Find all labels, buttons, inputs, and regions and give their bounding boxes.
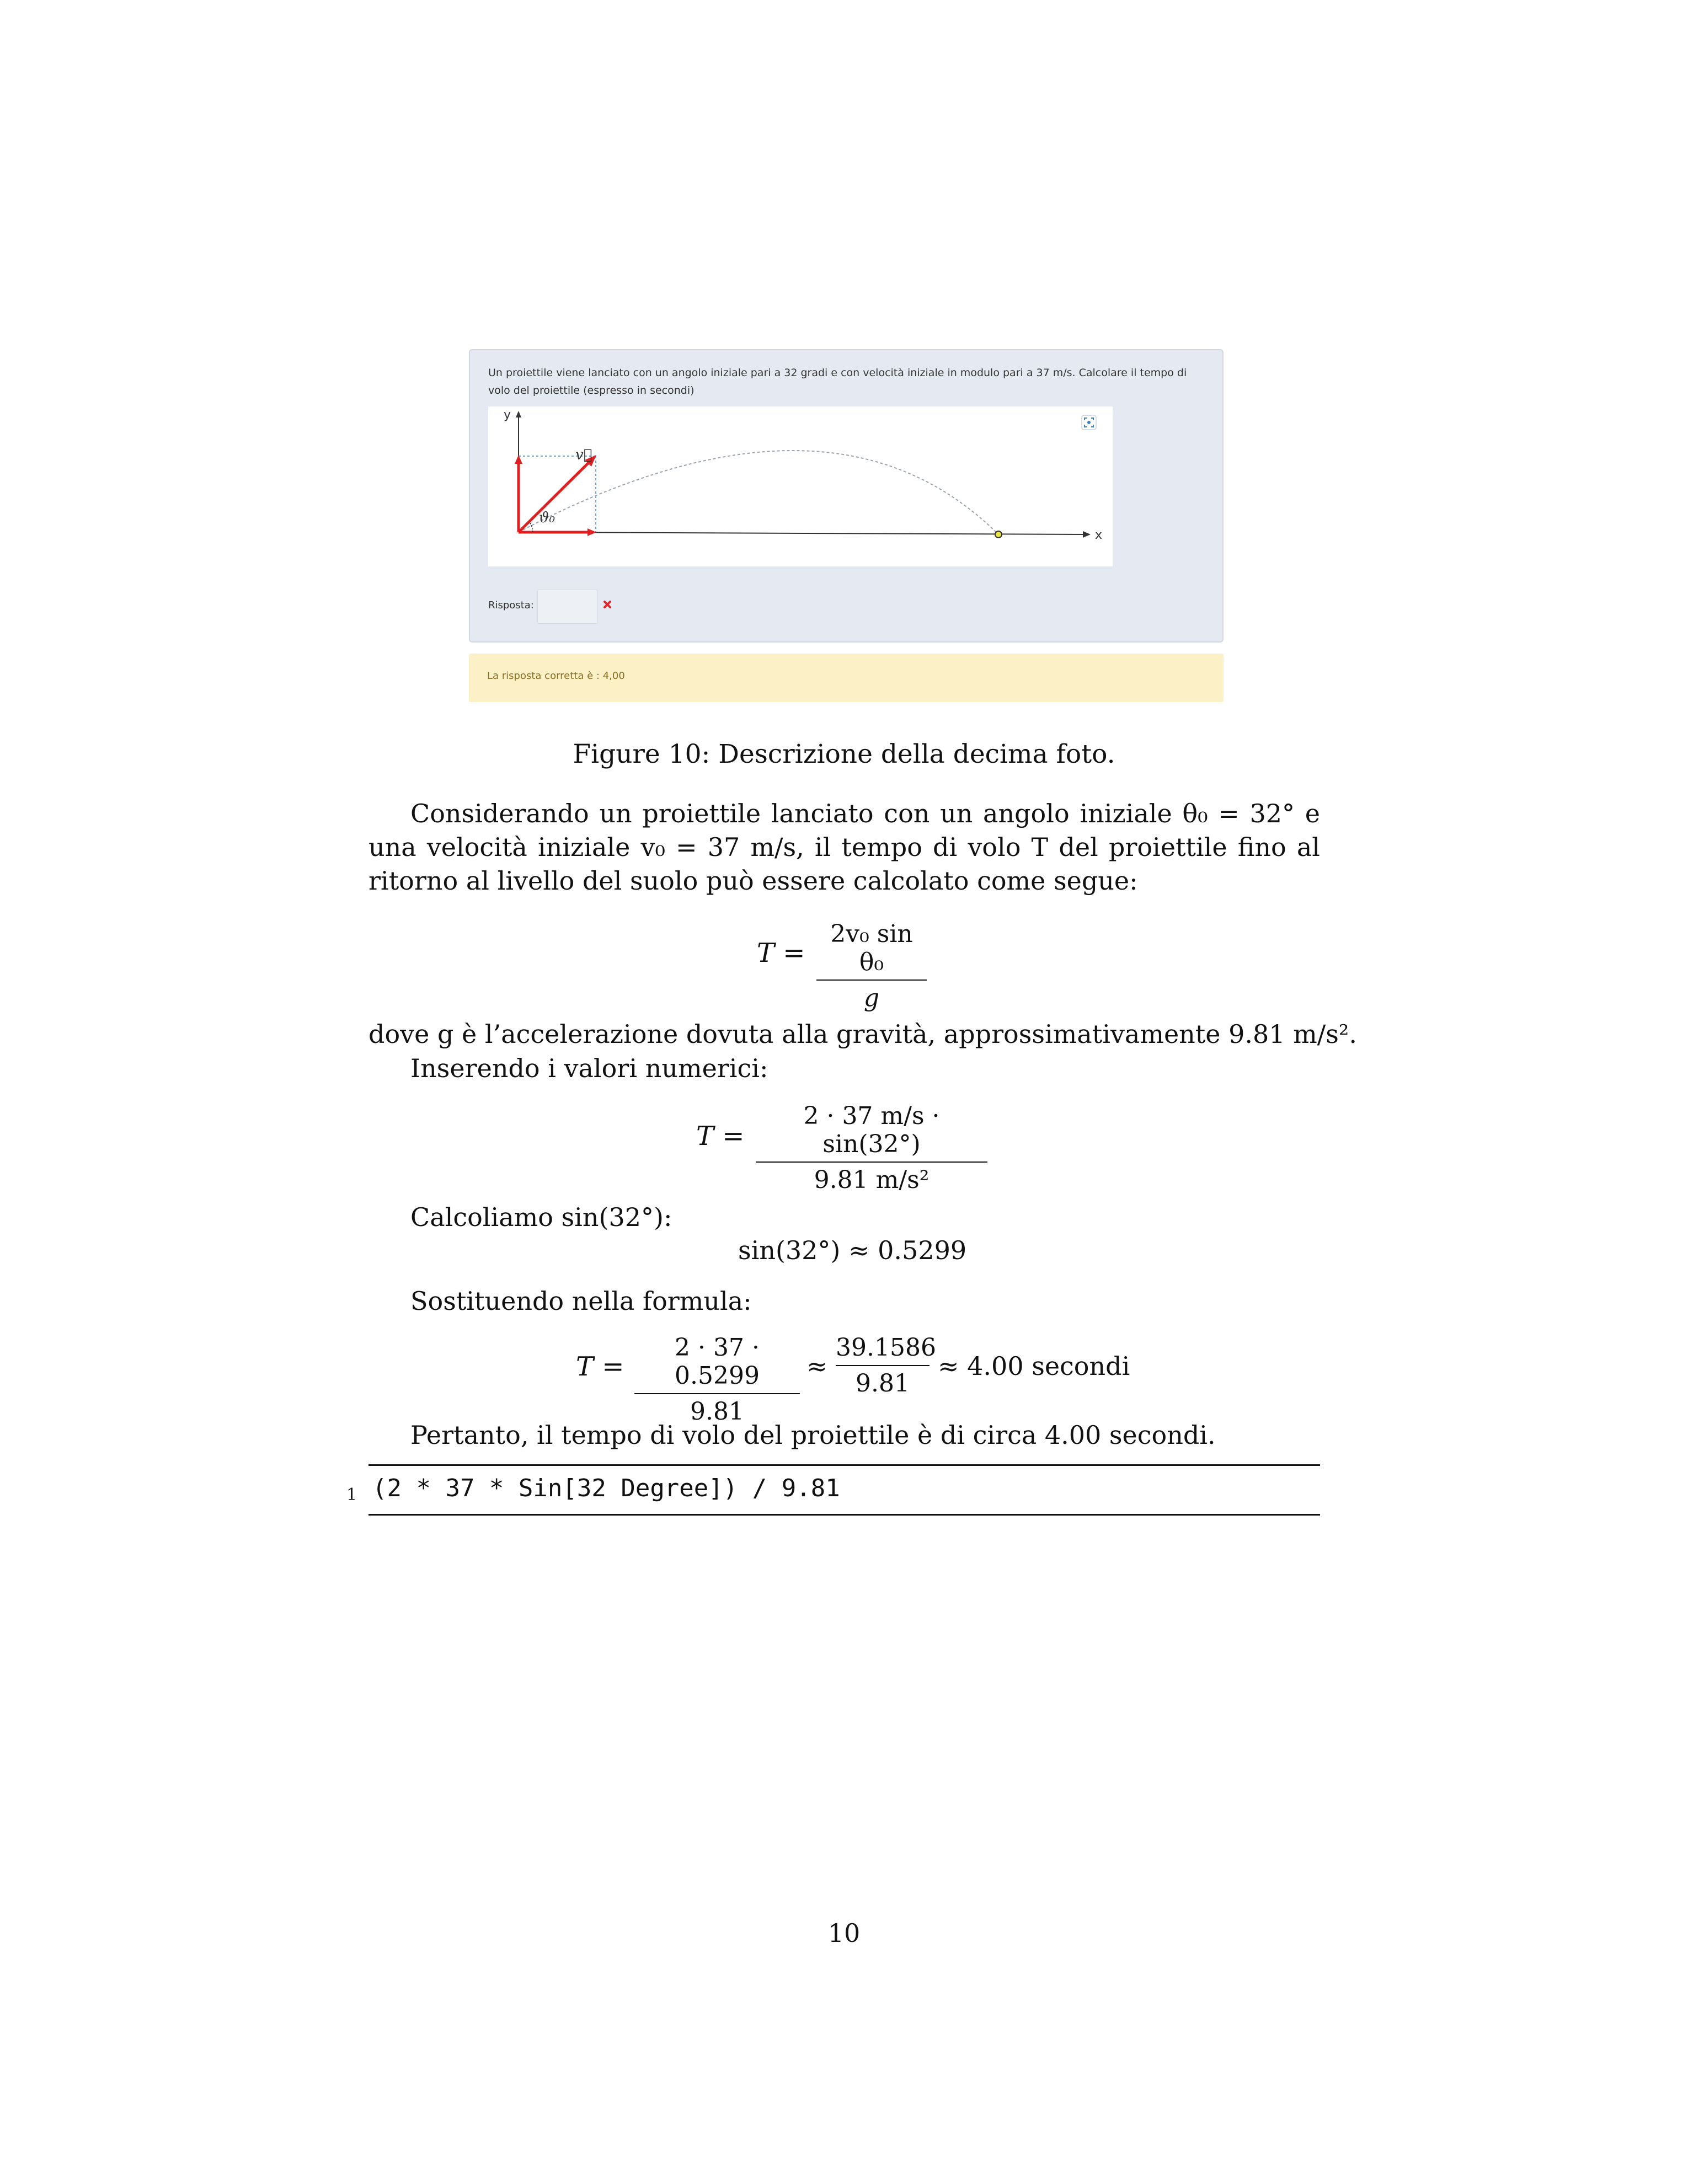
eq4-denominator-2: 9.81 [856,1369,910,1398]
eq4-fraction-2 [836,1334,936,1398]
y-axis-label: y [504,408,511,422]
eq2-lhs: T = [696,1121,745,1152]
correct-answer-feedback [469,654,1224,702]
code-bottom-rule [368,1514,1320,1516]
eq4-approx: ≈ [806,1351,828,1381]
eq1-numerator: 2v₀ sin θ₀ [816,920,927,981]
eq4-fraction-1 [634,1334,800,1426]
eq4-denominator-1: 9.81 [690,1398,744,1426]
sin-equation: sin(32°) ≈ 0.5299 [738,1235,967,1265]
angle-label: ϑ₀ [539,510,555,526]
answer-label: Risposta: [488,599,534,611]
eq4-result: ≈ 4.00 secondi [938,1351,1130,1381]
answer-input[interactable] [537,590,598,624]
projectile-figure [488,406,1113,566]
landing-point [995,531,1002,538]
fullscreen-icon[interactable] [1082,415,1096,430]
figure-caption: Figure 10: Descrizione della decima foto. [573,739,1115,769]
vx-arrow [587,528,596,536]
conclusion-sentence: Pertanto, il tempo di volo del proiettile è di circa 4.00 secondi. [410,1420,1216,1450]
quiz-question: Un proiettile viene lanciato con un angolo iniziale pari a 32 gradi e con velocità iniziale in modulo pari a 37 m/s. Calcolare il tempo di volo del proiettile (espresso in secondi) [488,367,1187,397]
eq4-numerator-2: 39.1586 [836,1334,930,1366]
y-axis-arrow [516,411,521,417]
page-number: 10 [827,1918,861,1948]
eq4-numerator-1: 2 · 37 · 0.5299 [634,1334,800,1394]
eq4-lhs: T = [576,1351,624,1382]
calc-sin-sentence: Calcoliamo sin(32°): [410,1202,672,1232]
wrong-answer-icon [600,597,615,612]
eq2-numerator: 2 · 37 m/s · sin(32°) [756,1102,987,1163]
angle-arc [530,522,532,532]
code-line: (2 * 37 * Sin[32 Degree]) / 9.81 [372,1474,840,1502]
gravity-sentence: dove g è l’accelerazione dovuta alla gravità, approssimativamente 9.81 m/s². [368,1019,1357,1049]
eq1-lhs: T = [757,938,805,968]
x-axis-label: x [1095,528,1103,542]
eq2-denominator: 9.81 m/s² [814,1166,930,1194]
velocity-label: v⃗ [575,447,592,463]
code-line-number: 1 [346,1485,357,1505]
substituting-sentence: Sostituendo nella formula: [410,1286,752,1316]
eq2-fraction [756,1102,987,1194]
inserting-sentence: Inserendo i valori numerici: [410,1053,768,1083]
vy-arrow [515,455,522,464]
feedback-text: La risposta corretta è : 4,00 [487,670,625,682]
x-axis-arrow [1083,531,1091,538]
eq1-denominator: g [863,984,880,1012]
eq1-fraction [816,920,927,1012]
quiz-card [469,349,1224,643]
code-top-rule [368,1464,1320,1466]
intro-paragraph: Considerando un proiettile lanciato con un angolo iniziale θ₀ = 32° e una velocità iniziale v₀ = 37 m/s, il tempo di volo T del proiettile fino al ritorno al livello del suolo può essere calcolato come segue: [368,799,1320,896]
